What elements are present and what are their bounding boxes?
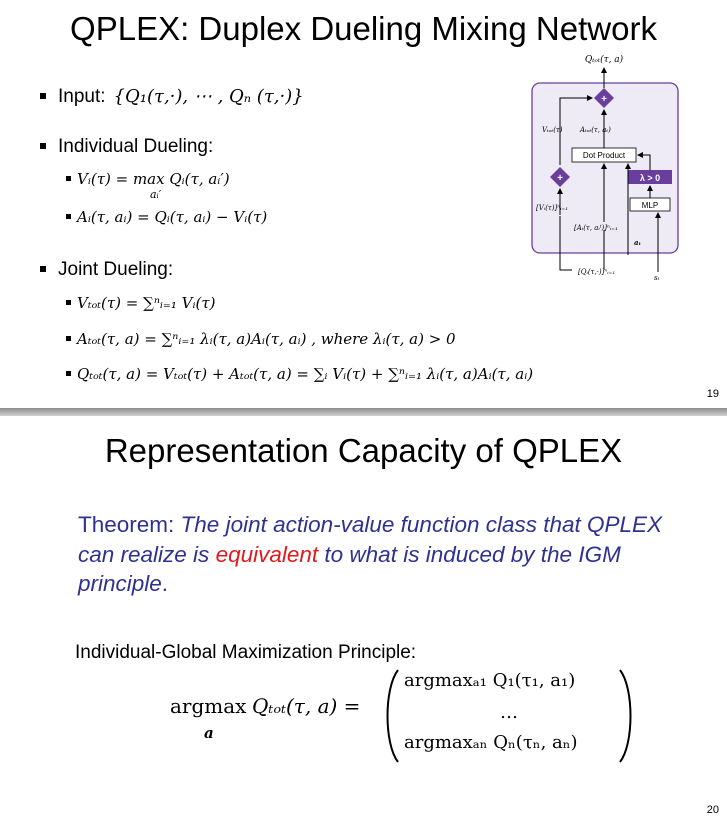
joint-item — [66, 294, 215, 312]
slide-title: Representation Capacity of QPLEX — [104, 432, 623, 469]
mlp-label: MLP — [641, 201, 659, 210]
input-math: {Q₁(τ,·), ⋯ , Qₙ (τ,·)} — [113, 86, 304, 107]
max-subscript: aᵢ′ — [150, 188, 162, 201]
ai-formula: Aᵢ(τ, aᵢ) = Qᵢ(τ, aᵢ) − Vᵢ(τ) — [77, 208, 268, 226]
bullet-joint-dueling — [40, 259, 173, 281]
theorem-statement — [78, 510, 698, 599]
right-paren — [618, 668, 636, 764]
bullet-square-icon — [66, 336, 71, 341]
theorem-prefix: Theorem: — [78, 512, 181, 537]
bullet-square-icon — [66, 371, 71, 376]
bullet-input — [40, 86, 304, 108]
st-label: sₜ — [654, 274, 660, 282]
atot-label: Aₜₒₜ(τ, aₜ) — [580, 126, 611, 134]
input-label: Input: — [58, 86, 106, 107]
argmax-operator: argmax — [170, 694, 247, 718]
bullet-individual-dueling — [40, 136, 213, 158]
page-number: 19 — [706, 388, 719, 400]
individual-item — [66, 170, 230, 188]
bullet-square-icon — [66, 214, 71, 219]
igm-label: Individual-Global Maximization Principle: — [75, 642, 417, 663]
theorem-end: . — [161, 571, 169, 596]
bullet-square-icon — [40, 93, 46, 99]
bullet-square-icon — [66, 176, 71, 181]
bullet-square-icon — [66, 300, 71, 305]
slide-20 — [0, 416, 727, 820]
output-label: Qₜₒₜ(τ, a) — [584, 55, 624, 65]
matrix-row-3: argmaxₐₙ Qₙ(τₙ, aₙ) — [404, 732, 578, 753]
joint-item — [66, 330, 456, 348]
page-number: 20 — [706, 804, 719, 816]
qplex-architecture-diagram — [524, 50, 684, 282]
left-paren — [382, 668, 400, 764]
qtot-lhs: Qₜₒₜ(τ, a) = — [252, 694, 361, 718]
theorem-highlight: equivalent — [215, 541, 319, 567]
at-label: aₜ — [634, 238, 642, 247]
bullet-square-icon — [40, 143, 46, 149]
qtot-formula: Qₜₒₜ(τ, a) = Vₜₒₜ(τ) + Aₜₒₜ(τ, a) = ∑ᵢ Vᵢ(τ) + ∑ⁿᵢ₌₁ λᵢ(τ, a)Aᵢ(τ, aᵢ) — [77, 365, 534, 383]
individual-item — [66, 208, 267, 226]
vi-label: [Vᵢ(τ)]ⁿᵢ₌₁ — [536, 204, 569, 212]
slide-title: QPLEX: Duplex Dueling Mixing Network — [70, 10, 657, 47]
bullet-square-icon — [40, 266, 46, 272]
vtot-formula: Vₜₒₜ(τ) = ∑ⁿᵢ₌₁ Vᵢ(τ) — [77, 294, 216, 312]
slide-19 — [0, 0, 727, 408]
dot-product-label: Dot Product — [582, 151, 626, 160]
lambda-label: λ > 0 — [639, 173, 661, 183]
theorem-text-2: to what is induced by the IGM principle — [78, 541, 621, 596]
equation-lhs — [170, 694, 360, 719]
matrix-row-2: … — [500, 702, 518, 723]
joint-label: Joint Dueling: — [58, 259, 174, 280]
igm-equation — [170, 668, 650, 764]
plus-icon: + — [557, 173, 563, 184]
matrix-row-1: argmaxₐ₁ Q₁(τ₁, a₁) — [404, 670, 576, 691]
slide-divider — [0, 408, 727, 416]
joint-item — [66, 365, 533, 383]
qi-label: [Qᵢ(τ,·)]ⁿᵢ₌₁ — [578, 268, 616, 276]
theorem-text-1: The joint action-value function class that QPLEX can realize is — [78, 512, 663, 567]
vtot-label: Vₜₒₜ(τ) — [542, 126, 563, 134]
argmax-subscript: a — [204, 724, 214, 742]
vi-formula: Vᵢ(τ) = max Qᵢ(τ, aᵢ′) — [77, 170, 230, 188]
ai-label: [Aᵢ(τ, aᵢᵗ)]ⁿᵢ₌₁ — [574, 224, 618, 232]
atot-formula: Aₜₒₜ(τ, a) = ∑ⁿᵢ₌₁ λᵢ(τ, a)Aᵢ(τ, aᵢ) , where λᵢ(τ, a) > 0 — [77, 330, 456, 348]
plus-icon: + — [601, 94, 607, 105]
individual-label: Individual Dueling: — [58, 136, 214, 157]
